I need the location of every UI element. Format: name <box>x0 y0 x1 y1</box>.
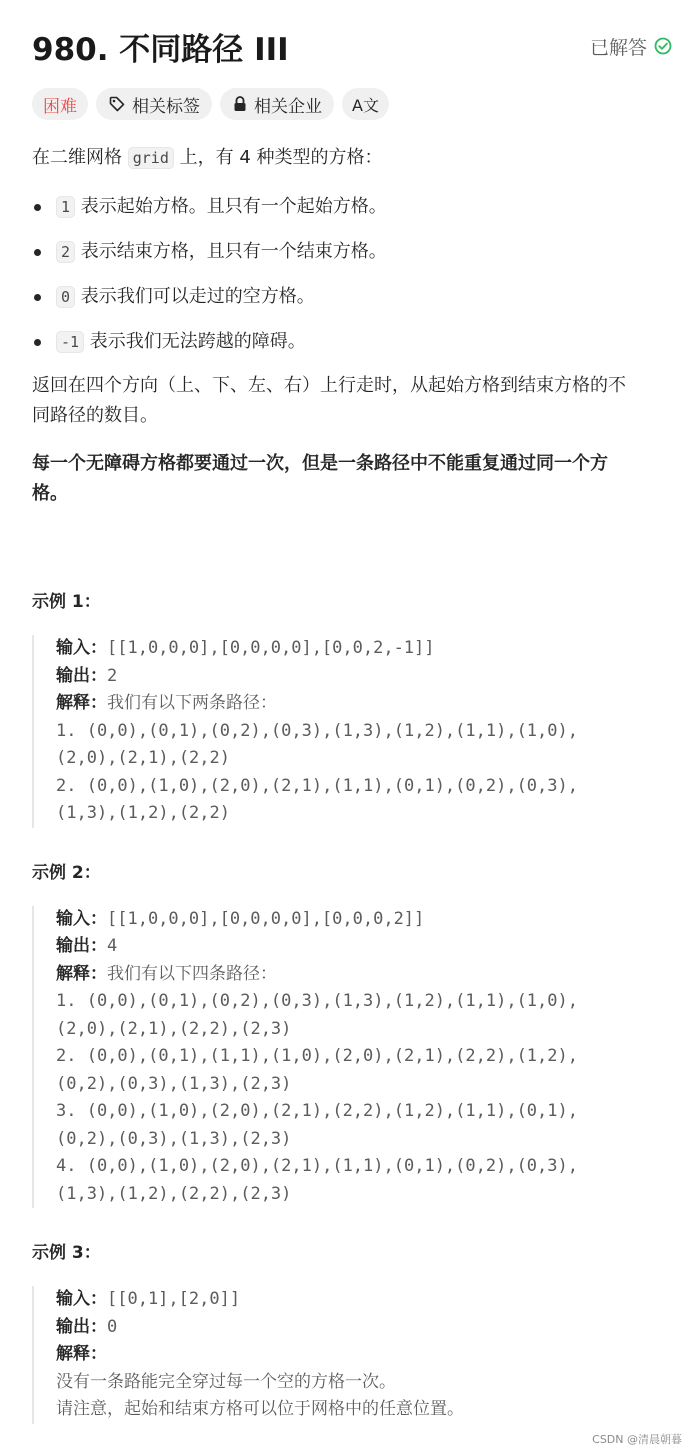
example-block <box>32 1286 672 1424</box>
constraint-paragraph <box>32 449 672 509</box>
list-item <box>32 327 672 357</box>
title-row <box>32 24 672 68</box>
path-line: (0,2),(0,3),(1,3),(2,3) <box>56 1073 292 1094</box>
path-line: (2,0),(2,1),(2,2) <box>56 748 230 768</box>
intro-suffix: 上，有 4 种类型的方格： <box>179 147 383 168</box>
return-line-1: 返回在四个方向（上、下、左、右）上行走时，从起始方格到结束方格的不 <box>32 375 626 396</box>
input-label: 输入： <box>56 638 107 658</box>
example-3 <box>32 1238 672 1424</box>
path-line: (0,2),(0,3),(1,3),(2,3) <box>56 1128 292 1149</box>
path-line: (1,3),(1,2),(2,2) <box>56 803 230 823</box>
example-explain <box>56 690 672 718</box>
example-input <box>56 906 672 934</box>
lock-icon <box>232 95 248 113</box>
input-value: [[0,1],[2,0]] <box>107 1289 241 1309</box>
problem-title[interactable]: 980. 不同路径 III <box>32 31 289 68</box>
type-text: 表示我们可以走过的空方格。 <box>80 286 315 307</box>
return-paragraph <box>32 371 672 431</box>
cell-type-list <box>32 192 672 357</box>
translate-icon: A文 <box>352 95 379 115</box>
tag-icon <box>108 95 126 113</box>
related-tags-button[interactable] <box>96 88 212 120</box>
output-label: 输出： <box>56 1316 107 1337</box>
example-title: 示例 2： <box>32 862 101 883</box>
example-input <box>56 635 672 663</box>
path-line: 4. (0,0),(1,0),(2,0),(2,1),(1,1),(0,1),(0,2),(0,3), <box>56 1156 578 1176</box>
output-label: 输出： <box>56 665 107 686</box>
example-2 <box>32 858 672 1209</box>
example-block <box>32 635 672 828</box>
example-title: 示例 1： <box>32 592 101 612</box>
type-code: 0 <box>56 286 75 308</box>
output-label: 输出： <box>56 936 107 956</box>
output-value: 4 <box>107 936 118 956</box>
constraint-line-1: 每一个无障碍方格都要通过一次，但是一条路径中不能重复通过同一个方 <box>32 453 608 474</box>
path-line: (1,3),(1,2),(2,2),(2,3) <box>56 1183 292 1204</box>
path-line: (2,0),(2,1),(2,2),(2,3) <box>56 1018 292 1039</box>
path-line: 3. (0,0),(1,0),(2,0),(2,1),(2,2),(1,2),(1,1),(0,1), <box>56 1101 578 1121</box>
explain-value: 我们有以下两条路径： <box>107 693 277 713</box>
example-1 <box>32 587 672 828</box>
type-code: 2 <box>56 241 75 263</box>
translate-button[interactable] <box>342 88 389 120</box>
related-companies-label: 相关企业 <box>254 96 322 117</box>
type-text: 表示我们无法跨越的障碍。 <box>89 331 306 352</box>
type-text: 表示起始方格。且只有一个起始方格。 <box>80 196 387 217</box>
example-output <box>56 933 672 961</box>
return-line-2: 同路径的数目。 <box>32 405 158 426</box>
example-title: 示例 3： <box>32 1243 101 1263</box>
intro-paragraph <box>32 143 672 173</box>
example-explain <box>56 961 672 989</box>
output-value: 0 <box>107 1316 118 1337</box>
solved-label: 已解答 <box>589 36 647 59</box>
list-item <box>32 192 672 222</box>
related-companies-button[interactable] <box>220 88 334 120</box>
difficulty-badge: 困难 <box>32 88 88 120</box>
explain-value: 我们有以下四条路径： <box>107 963 277 984</box>
path-line: 1. (0,0),(0,1),(0,2),(0,3),(1,3),(1,2),(1,1),(1,0), <box>56 991 578 1011</box>
type-text: 表示结束方格，且只有一个结束方格。 <box>80 241 387 262</box>
problem-description <box>32 140 672 1424</box>
path-line: 2. (0,0),(1,0),(2,0),(2,1),(1,1),(0,1),(0,2),(0,3), <box>56 775 578 796</box>
explain-line: 请注意，起始和结束方格可以位于网格中的任意位置。 <box>56 1399 464 1419</box>
input-label: 输入： <box>56 908 107 929</box>
explain-label: 解释： <box>56 693 107 713</box>
input-value: [[1,0,0,0],[0,0,0,0],[0,0,2,-1]] <box>107 638 435 658</box>
intro-code: grid <box>128 147 174 169</box>
path-line: 2. (0,0),(0,1),(1,1),(1,0),(2,0),(2,1),(2,2),(1,2), <box>56 1046 578 1066</box>
type-code: 1 <box>56 196 75 218</box>
example-output <box>56 1314 672 1342</box>
related-tags-label: 相关标签 <box>132 96 200 117</box>
solved-status <box>590 33 672 60</box>
list-item <box>32 282 672 312</box>
explain-label: 解释： <box>56 963 107 984</box>
constraint-line-2: 格。 <box>32 483 68 504</box>
explain-line: 没有一条路能完全穿过每一个空的方格一次。 <box>56 1371 396 1392</box>
watermark: CSDN @清晨朝暮 <box>592 1433 682 1446</box>
type-code: -1 <box>56 331 84 353</box>
intro-prefix: 在二维网格 <box>32 147 122 168</box>
example-block <box>32 906 672 1209</box>
explain-label: 解释： <box>56 1344 107 1364</box>
output-value: 2 <box>107 665 118 686</box>
tag-bar <box>32 88 389 120</box>
example-output <box>56 663 672 691</box>
input-value: [[1,0,0,0],[0,0,0,0],[0,0,0,2]] <box>107 908 425 929</box>
example-input <box>56 1286 672 1314</box>
check-circle-icon <box>654 37 672 55</box>
list-item <box>32 237 672 267</box>
input-label: 输入： <box>56 1289 107 1309</box>
example-explain <box>56 1341 672 1369</box>
path-line: 1. (0,0),(0,1),(0,2),(0,3),(1,3),(1,2),(1,1),(1,0), <box>56 720 578 741</box>
